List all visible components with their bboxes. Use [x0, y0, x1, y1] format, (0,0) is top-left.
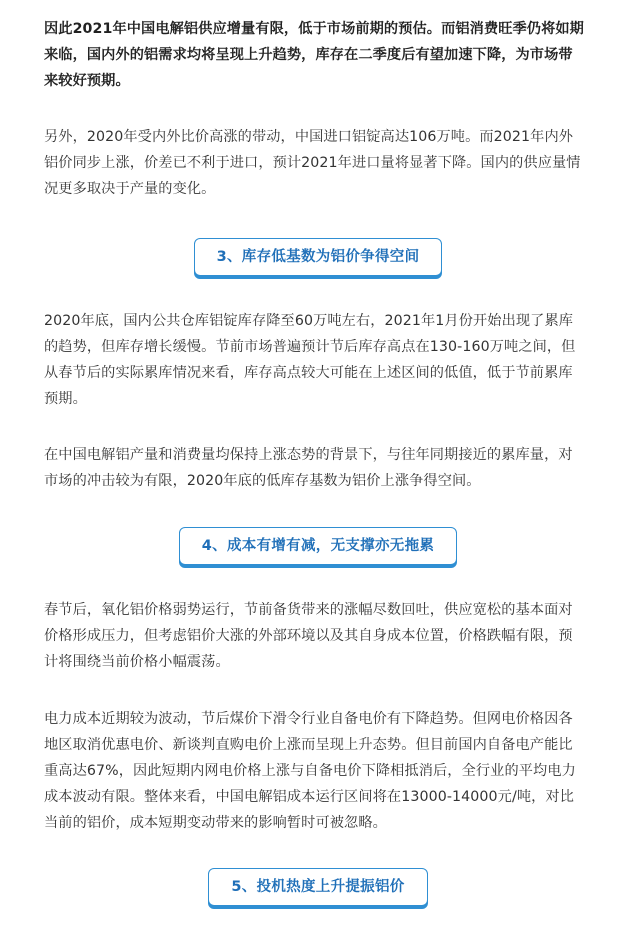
text-line: 来临，国内外的铝需求均将呈现上升趋势，库存在二季度后有望加速下降，为市场带 [44, 47, 573, 63]
text-line: 的趋势，但库存增长缓慢。节前市场普遍预计节后库存高点在130-160万吨之间，但 [44, 339, 576, 355]
text-line: 计将围绕当前价格小幅震荡。 [44, 654, 230, 670]
paragraph-imports [44, 124, 604, 202]
text-line: 2020年底，国内公共仓库铝锭库存降至60万吨左右，2021年1月份开始出现了累库 [44, 313, 574, 329]
text-line: 铝价同步上涨，价差已不利于进口，预计2021年进口量将显著下降。国内的供应量情 [44, 155, 581, 171]
paragraph-inventory [44, 308, 604, 412]
text-line: 当前的铝价，成本短期变动带来的影响暂时可被忽略。 [44, 815, 387, 831]
text-line: 电力成本近期较为波动，节后煤价下滑令行业自备电价有下降趋势。但网电价格因各 [44, 711, 573, 727]
text-line: 另外，2020年受内外比价高涨的带动，中国进口铝锭高达106万吨。而2021年内外 [44, 129, 574, 145]
text-line: 在中国电解铝产量和消费量均保持上涨态势的背景下，与往年同期接近的累库量，对 [44, 447, 573, 463]
text-line: 来较好预期。 [44, 73, 130, 89]
section-heading-cost: 4、成本有增有减，无支撑亦无拖累 [179, 527, 457, 565]
section-heading-wrap [0, 527, 636, 565]
text-line: 因此2021年中国电解铝供应增量有限，低于市场前期的预估。而铝消费旺季仍将如期 [44, 21, 584, 37]
section-heading-wrap [0, 868, 636, 906]
text-line: 市场的冲击较为有限，2020年底的低库存基数为铝价上涨争得空间。 [44, 473, 481, 489]
text-line: 况更多取决于产量的变化。 [44, 181, 216, 197]
section-heading-inventory: 3、库存低基数为铝价争得空间 [194, 238, 443, 276]
text-line: 预期。 [44, 391, 87, 407]
section-heading-wrap [0, 238, 636, 276]
text-line: 重高达67%，因此短期内网电价格上涨与自备电价下降相抵消后，全行业的平均电力 [44, 763, 576, 779]
text-line: 从春节后的实际累库情况来看，库存高点较大可能在上述区间的低值，低于节前累库 [44, 365, 573, 381]
text-line: 春节后，氧化铝价格弱势运行，节前备货带来的涨幅尽数回吐，供应宽松的基本面对 [44, 602, 573, 618]
text-line: 成本波动有限。整体来看，中国电解铝成本运行区间将在13000-14000元/吨，对比 [44, 789, 574, 805]
paragraph-alumina [44, 597, 604, 675]
paragraph-supply-summary [44, 16, 604, 94]
text-line: 价格形成压力，但考虑铝价大涨的外部环境以及其自身成本位置，价格跌幅有限，预 [44, 628, 573, 644]
paragraph-power-cost [44, 706, 604, 836]
section-heading-speculation: 5、投机热度上升提振铝价 [208, 868, 427, 906]
paragraph-production-context [44, 442, 604, 494]
text-line: 地区取消优惠电价、新谈判直购电价上涨而呈现上升态势。但目前国内自备电产能比 [44, 737, 573, 753]
